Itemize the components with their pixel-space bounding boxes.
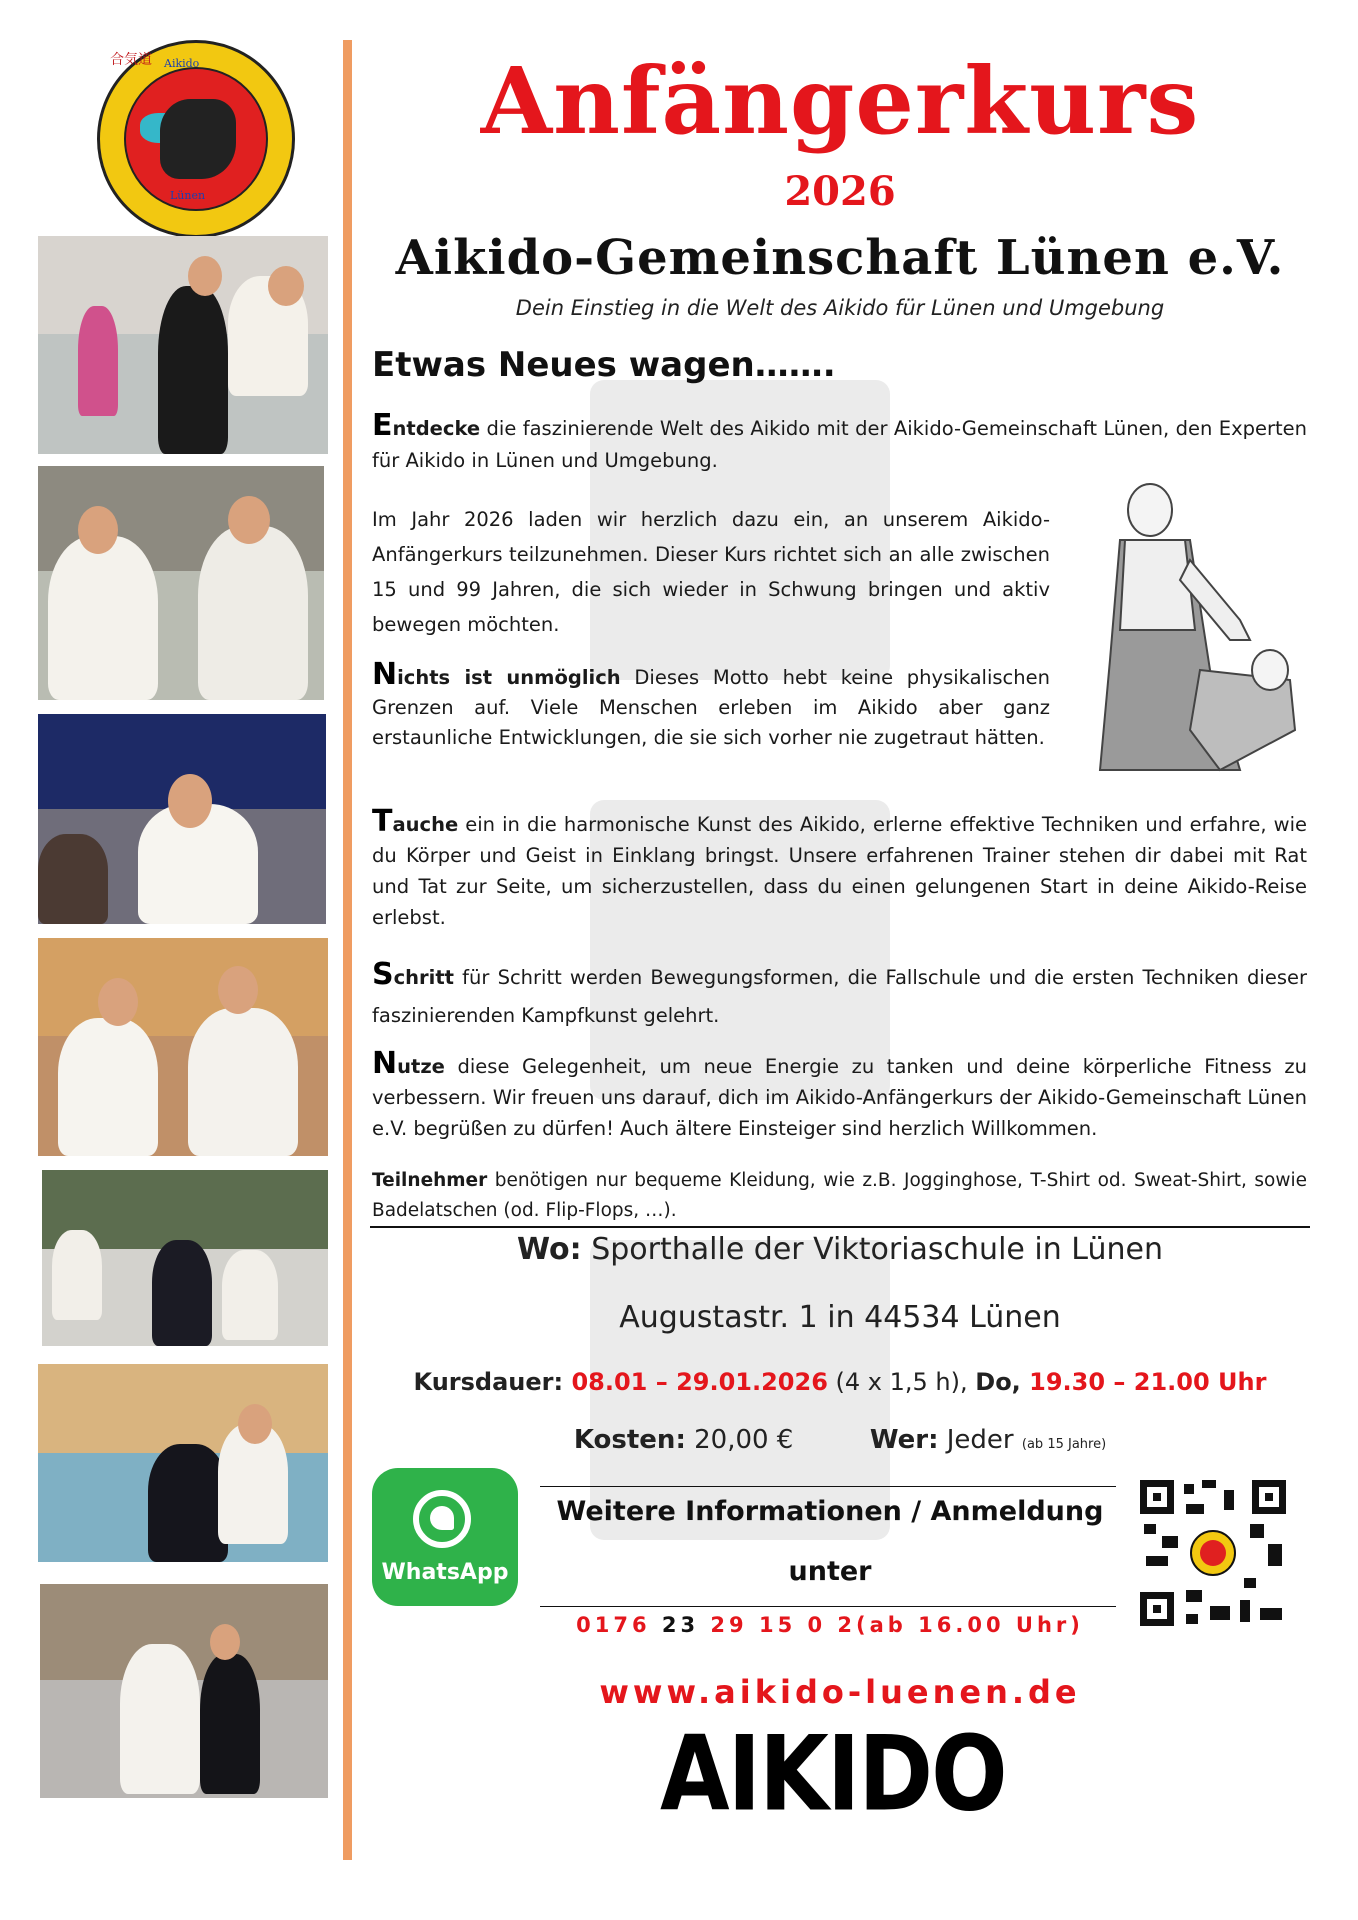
info-bottom-line xyxy=(540,1606,1116,1607)
page-title: Anfängerkurs xyxy=(480,47,1200,155)
paragraph-nichts: Nichts ist unmöglich Dieses Motto hebt keine physikalischen Grenzen auf. Viele Menschen erleben im Aikido aber ganz erstaunliche Entwicklungen, die sie sich vorher nie zugetraut hätten. xyxy=(372,657,1050,749)
location-line: Wo: Sporthalle der Viktoriaschule in Lünen xyxy=(517,1232,1163,1267)
website-link[interactable]: www.aikido-luenen.de xyxy=(599,1673,1081,1711)
aikido-technique-illustration xyxy=(1080,470,1300,780)
club-logo xyxy=(97,40,295,238)
divider-line xyxy=(370,1226,1310,1228)
paragraph-tauche: Tauche ein in die harmonische Kunst des Aikido, erlerne effektive Techniken und erfahre, wie du Körper und Geist in Einklang bringst. Unsere erfahrenen Trainer stehen dir dabei mit Rat und Tat zur Seite, um sicherzustellen, dass du einen gelungenen Start in deine Aikido-Reise erlebst. xyxy=(372,804,1307,929)
training-photo-2 xyxy=(38,466,324,700)
training-photo-3 xyxy=(38,714,326,924)
paragraph-schritt: Schritt für Schritt werden Bewegungsformen, die Fallschule und die ersten Techniken dieser faszinierenden Kampfkunst gelehrt. xyxy=(372,957,1307,1027)
whatsapp-button[interactable] xyxy=(372,1468,518,1606)
training-photo-7 xyxy=(40,1584,328,1798)
cost-line: Kosten: 20,00 € Wer: Jeder (ab 15 Jahre) xyxy=(573,1425,1107,1455)
phone-icon xyxy=(430,1506,454,1530)
logo-bottom-text: Lünen xyxy=(170,189,206,202)
qr-code[interactable] xyxy=(1140,1480,1286,1626)
info-line-1: Weitere Informationen / Anmeldung xyxy=(556,1496,1104,1527)
logo-top-text: Aikido xyxy=(164,57,200,70)
course-year: 2026 xyxy=(784,168,896,215)
info-line-2: unter xyxy=(788,1556,872,1587)
training-photo-6 xyxy=(38,1364,328,1562)
paragraph-entdecke: Entdecke die faszinierende Welt des Aikido mit der Aikido-Gemeinschaft Lünen, den Experten für Aikido in Lünen und Umgebung. xyxy=(372,408,1307,472)
phone-number[interactable]: 0176 23 29 15 0 2(ab 16.00 Uhr) xyxy=(576,1613,1084,1637)
paragraph-teilnehmer: Teilnehmer benötigen nur bequeme Kleidung, wie z.B. Jogginghose, T-Shirt od. Sweat-Shirt, sowie Badelatschen (od. Flip-Flops, …). xyxy=(372,1170,1307,1221)
club-name: Aikido-Gemeinschaft Lünen e.V. xyxy=(395,230,1285,286)
whatsapp-label: WhatsApp xyxy=(381,1560,509,1585)
logo-figure xyxy=(160,99,236,179)
training-photo-4 xyxy=(38,938,328,1156)
paragraph-nutze: Nutze diese Gelegenheit, um neue Energie zu tanken und deine körperliche Fitness zu verbessern. Wir freuen uns darauf, dich im Aikido-Anfängerkurs der Aikido-Gemeinschaft Lünen e.V. begrüßen zu dürfen! Auch ältere Einsteiger sind herzlich Willkommen. xyxy=(372,1046,1307,1140)
aikido-wordmark-logo: AIKIDO xyxy=(660,1714,1006,1835)
training-photo-5 xyxy=(42,1170,328,1346)
course-duration: Kursdauer: 08.01 – 29.01.2026 (4 x 1,5 h), Do, 19.30 – 21.00 Uhr xyxy=(413,1368,1267,1396)
side-divider xyxy=(343,40,352,1860)
qr-logo-icon xyxy=(1190,1530,1236,1576)
info-top-line xyxy=(540,1486,1116,1487)
subtitle: Dein Einstieg in die Welt des Aikido für Lünen und Umgebung xyxy=(515,296,1165,320)
logo-ring-text: 合気道 xyxy=(110,52,152,68)
paragraph-jahr: Im Jahr 2026 laden wir herzlich dazu ein, an unserem Aikido-Anfängerkurs teilzunehmen. Dieser Kurs richtet sich an alle zwischen 15 und 99 Jahren, die sich wieder in Schwung bringen und aktiv bewegen möchten. xyxy=(372,508,1050,636)
address-line: Augustastr. 1 in 44534 Lünen xyxy=(619,1300,1061,1335)
section-heading: Etwas Neues wagen……. xyxy=(372,345,836,385)
training-photo-1 xyxy=(38,236,328,454)
